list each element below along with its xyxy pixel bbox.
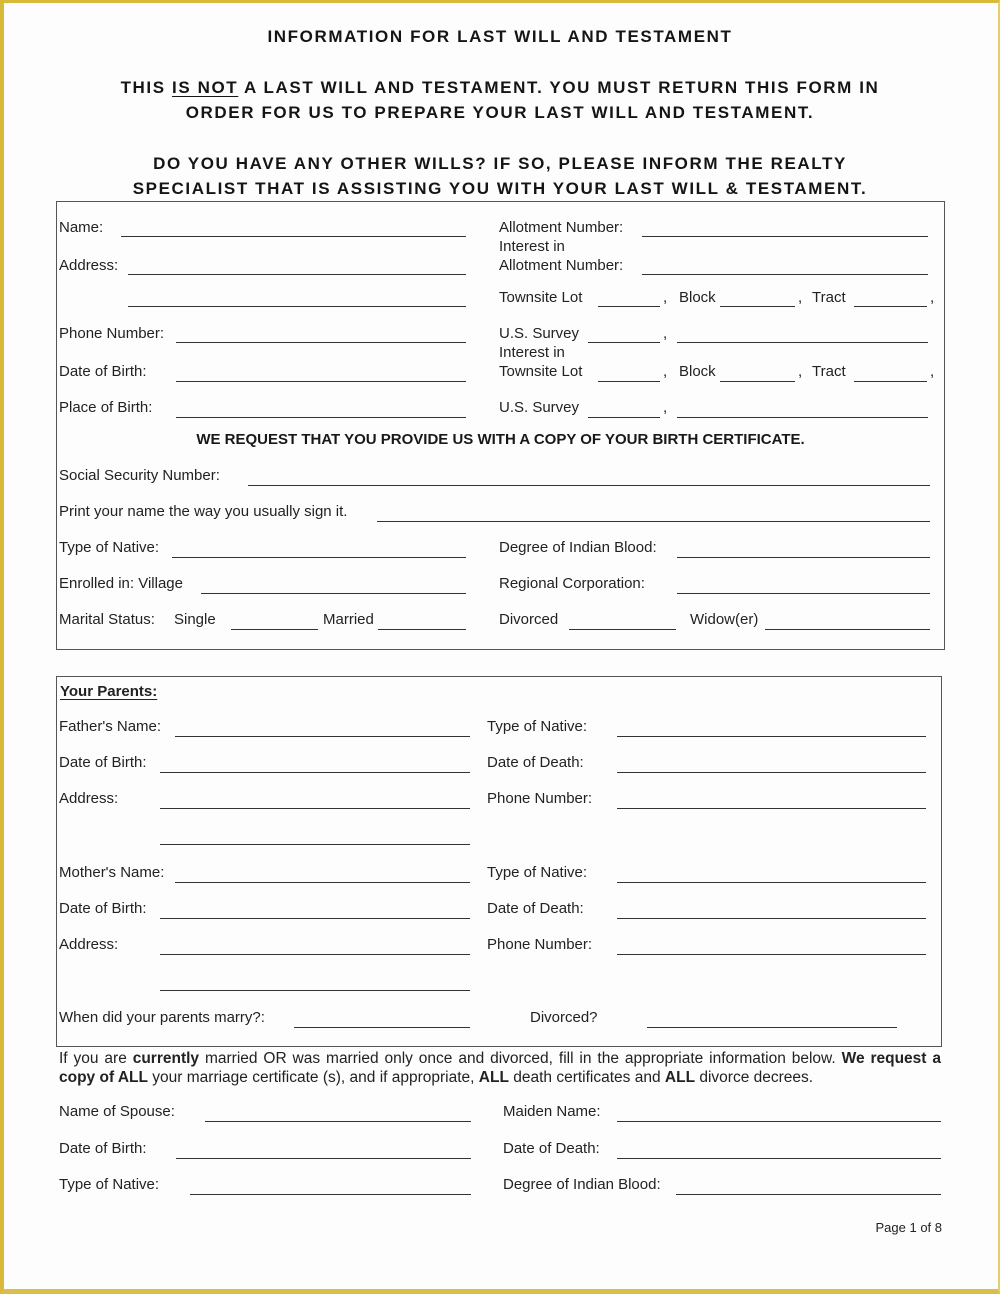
parents-marry-label: When did your parents marry?: bbox=[59, 1009, 265, 1026]
interest-block-label: Block bbox=[679, 363, 716, 380]
parents-divorced-label: Divorced? bbox=[530, 1009, 598, 1026]
mother-type-native-label: Type of Native: bbox=[487, 864, 588, 881]
father-dod-label: Date of Death: bbox=[487, 754, 584, 771]
notice-other-wills-line2: SPECIALIST THAT IS ASSISTING YOU WITH YOUR LAST WILL & TESTAMENT. bbox=[132, 179, 868, 198]
mother-address-field-line1[interactable] bbox=[160, 954, 470, 955]
type-native-label: Type of Native: bbox=[59, 539, 160, 556]
parents-heading: Your Parents: bbox=[60, 683, 158, 700]
interest-allotment-field[interactable] bbox=[642, 274, 928, 275]
notice-other-wills-line1: DO YOU HAVE ANY OTHER WILLS? IF SO, PLEASE INFORM THE REALTY bbox=[153, 154, 847, 173]
regional-corp-label: Regional Corporation: bbox=[499, 575, 645, 592]
interest-tract-label: Tract bbox=[812, 363, 846, 380]
allotment-field[interactable] bbox=[642, 236, 928, 237]
degree-blood-label: Degree of Indian Blood: bbox=[499, 539, 657, 556]
instruction-text: your marriage certificate (s), and if appropriate, bbox=[147, 1069, 479, 1086]
interest-us-survey-label: U.S. Survey bbox=[499, 399, 580, 416]
block-field[interactable] bbox=[720, 306, 795, 307]
father-type-native-label: Type of Native: bbox=[487, 718, 588, 735]
page-number: Page 1 of 8 bbox=[875, 1220, 942, 1235]
us-survey-field[interactable] bbox=[588, 342, 660, 343]
mother-dob-field[interactable] bbox=[160, 918, 470, 919]
interest-us-survey-field[interactable] bbox=[588, 417, 660, 418]
notice-not-a-will-line1 bbox=[0, 78, 1000, 98]
ssn-label: Social Security Number: bbox=[59, 467, 220, 484]
spouse-name-label: Name of Spouse: bbox=[59, 1103, 175, 1120]
mother-phone-label: Phone Number: bbox=[487, 936, 593, 953]
spouse-type-native-label: Type of Native: bbox=[59, 1176, 160, 1193]
instruction-bold: ALL bbox=[664, 1069, 696, 1086]
married-field[interactable] bbox=[378, 629, 466, 630]
instruction-bold: ALL bbox=[478, 1069, 509, 1086]
townsite-lot-field[interactable] bbox=[598, 306, 660, 307]
enrolled-village-label: Enrolled in: Village bbox=[59, 575, 183, 592]
parents-divorced-field[interactable] bbox=[647, 1027, 897, 1028]
father-address-field-line1[interactable] bbox=[160, 808, 470, 809]
print-name-label: Print your name the way you usually sign it. bbox=[59, 503, 348, 520]
father-phone-label: Phone Number: bbox=[487, 790, 593, 807]
divorced-label: Divorced bbox=[499, 611, 559, 628]
separator: , bbox=[798, 289, 803, 306]
notice-not-a-will-line2: ORDER FOR US TO PREPARE YOUR LAST WILL AND TESTAMENT. bbox=[185, 103, 815, 122]
name-label: Name: bbox=[59, 219, 104, 236]
interest-block-field[interactable] bbox=[720, 381, 795, 382]
mother-type-native-field[interactable] bbox=[617, 882, 926, 883]
instruction-bold: currently bbox=[132, 1050, 200, 1067]
interest-tract-field[interactable] bbox=[854, 381, 927, 382]
spouse-type-native-field[interactable] bbox=[190, 1194, 471, 1195]
father-address-label: Address: bbox=[59, 790, 119, 807]
spouse-degree-blood-field[interactable] bbox=[676, 1194, 941, 1195]
dob-label: Date of Birth: bbox=[59, 363, 147, 380]
pob-field[interactable] bbox=[176, 417, 466, 418]
separator: , bbox=[663, 289, 668, 306]
name-field[interactable] bbox=[121, 236, 466, 237]
spouse-instructions bbox=[59, 1049, 941, 1087]
tract-label: Tract bbox=[812, 289, 846, 306]
mother-name-field[interactable] bbox=[175, 882, 470, 883]
father-dob-label: Date of Birth: bbox=[59, 754, 147, 771]
phone-label: Phone Number: bbox=[59, 325, 165, 342]
us-survey-extra-field[interactable] bbox=[677, 342, 928, 343]
interest-townsite-lot-field[interactable] bbox=[598, 381, 660, 382]
spouse-dod-field[interactable] bbox=[617, 1158, 941, 1159]
mother-name-label: Mother's Name: bbox=[59, 864, 165, 881]
notice-text: A LAST WILL AND TESTAMENT. YOU MUST RETURN THIS FORM IN bbox=[238, 78, 880, 97]
mother-address-label: Address: bbox=[59, 936, 119, 953]
father-type-native-field[interactable] bbox=[617, 736, 926, 737]
father-name-field[interactable] bbox=[175, 736, 470, 737]
notice-emphasis: IS NOT bbox=[172, 78, 239, 97]
divorced-field[interactable] bbox=[569, 629, 676, 630]
instruction-text: divorce decrees. bbox=[695, 1069, 814, 1086]
allotment-label: Allotment Number: bbox=[499, 219, 624, 236]
spouse-name-field[interactable] bbox=[205, 1121, 471, 1122]
degree-blood-field[interactable] bbox=[677, 557, 930, 558]
separator: , bbox=[930, 363, 935, 380]
interest-us-survey-extra-field[interactable] bbox=[677, 417, 928, 418]
separator: , bbox=[798, 363, 803, 380]
print-name-field[interactable] bbox=[377, 521, 930, 522]
father-address-field-line2[interactable] bbox=[160, 844, 470, 845]
mother-dob-label: Date of Birth: bbox=[59, 900, 147, 917]
father-phone-field[interactable] bbox=[617, 808, 926, 809]
interest-allotment-label: Allotment Number: bbox=[499, 257, 624, 274]
address-field-line2[interactable] bbox=[128, 306, 466, 307]
single-label: Single bbox=[174, 611, 216, 628]
regional-corp-field[interactable] bbox=[677, 593, 930, 594]
interest-in-label-2: Interest in bbox=[499, 344, 565, 361]
instruction-text: married OR was married only once and divorced, fill in the appropriate information below. bbox=[199, 1050, 842, 1067]
us-survey-label: U.S. Survey bbox=[499, 325, 580, 342]
interest-townsite-lot-label: Townsite Lot bbox=[499, 363, 583, 380]
instruction-text: If you are bbox=[59, 1050, 133, 1067]
father-dod-field[interactable] bbox=[617, 772, 926, 773]
married-label: Married bbox=[323, 611, 374, 628]
single-field[interactable] bbox=[231, 629, 318, 630]
enrolled-village-field[interactable] bbox=[201, 593, 466, 594]
parents-marry-field[interactable] bbox=[294, 1027, 470, 1028]
mother-phone-field[interactable] bbox=[617, 954, 926, 955]
address-label: Address: bbox=[59, 257, 119, 274]
maiden-name-field[interactable] bbox=[617, 1121, 941, 1122]
townsite-lot-label: Townsite Lot bbox=[499, 289, 583, 306]
father-dob-field[interactable] bbox=[160, 772, 470, 773]
mother-dod-field[interactable] bbox=[617, 918, 926, 919]
ssn-field[interactable] bbox=[248, 485, 930, 486]
spouse-dod-label: Date of Death: bbox=[503, 1140, 600, 1157]
dob-field[interactable] bbox=[176, 381, 466, 382]
interest-in-label: Interest in bbox=[499, 238, 565, 255]
birth-certificate-note: WE REQUEST THAT YOU PROVIDE US WITH A COPY OF YOUR BIRTH CERTIFICATE. bbox=[196, 431, 805, 448]
separator: , bbox=[663, 325, 668, 342]
mother-address-field-line2[interactable] bbox=[160, 990, 470, 991]
block-label: Block bbox=[679, 289, 716, 306]
instruction-text: death certificates and bbox=[508, 1069, 665, 1086]
father-name-label: Father's Name: bbox=[59, 718, 162, 735]
widower-field[interactable] bbox=[765, 629, 930, 630]
spouse-degree-blood-label: Degree of Indian Blood: bbox=[503, 1176, 661, 1193]
widower-label: Widow(er) bbox=[690, 611, 759, 628]
separator: , bbox=[663, 363, 668, 380]
address-field-line1[interactable] bbox=[128, 274, 466, 275]
type-native-field[interactable] bbox=[172, 557, 466, 558]
spouse-dob-field[interactable] bbox=[176, 1158, 471, 1159]
tract-field[interactable] bbox=[854, 306, 927, 307]
spouse-dob-label: Date of Birth: bbox=[59, 1140, 147, 1157]
instruction-bold: We request a copy of ALL bbox=[59, 1050, 941, 1086]
phone-field[interactable] bbox=[176, 342, 466, 343]
separator: , bbox=[930, 289, 935, 306]
marital-status-label: Marital Status: bbox=[59, 611, 155, 628]
notice-text: THIS bbox=[120, 78, 173, 97]
maiden-name-label: Maiden Name: bbox=[503, 1103, 601, 1120]
separator: , bbox=[663, 399, 668, 416]
document-title: INFORMATION FOR LAST WILL AND TESTAMENT bbox=[267, 27, 733, 46]
pob-label: Place of Birth: bbox=[59, 399, 153, 416]
mother-dod-label: Date of Death: bbox=[487, 900, 584, 917]
